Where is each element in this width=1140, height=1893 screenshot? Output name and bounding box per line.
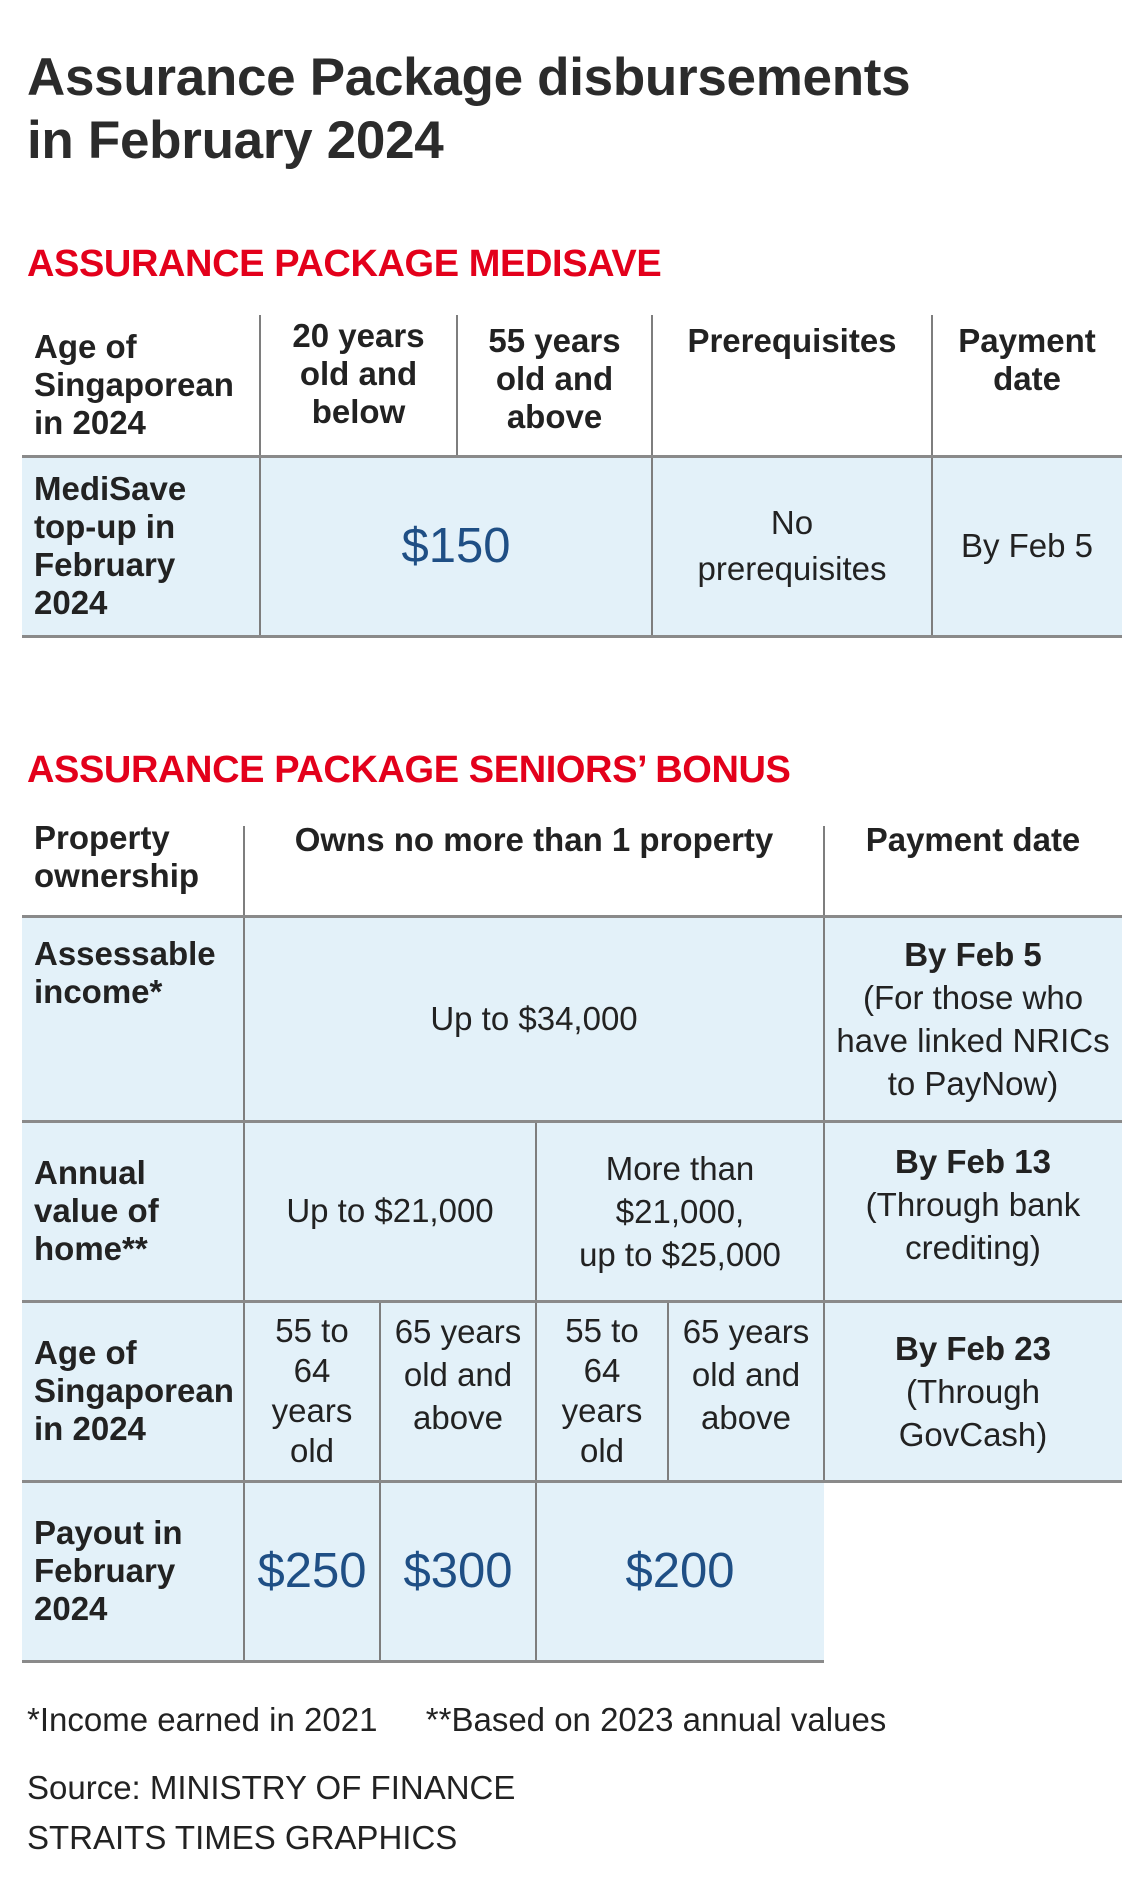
seniors-payout-250: $250 bbox=[257, 1544, 367, 1598]
seniors-divider bbox=[535, 1122, 537, 1662]
seniors-payment-feb13: By Feb 13 (Through bank crediting) bbox=[824, 1122, 1122, 1300]
seniors-age-55-64-a: 55 to 64 years old bbox=[244, 1302, 380, 1480]
medisave-rule bbox=[22, 635, 1122, 638]
medisave-divider bbox=[456, 315, 458, 457]
seniors-payment-feb23: By Feb 23 (Through GovCash) bbox=[824, 1302, 1122, 1480]
medisave-payment-cell: By Feb 5 bbox=[932, 457, 1122, 635]
seniors-payout-300-cell bbox=[380, 1482, 536, 1660]
seniors-heading: ASSURANCE PACKAGE SENIORS’ BONUS bbox=[27, 749, 791, 791]
seniors-annual-value-label: Annual value of home** bbox=[22, 1122, 244, 1300]
seniors-payment-feb5: By Feb 5 (For those who have linked NRICs to PayNow) bbox=[824, 917, 1122, 1120]
seniors-age-65-above-b: 65 years old and above bbox=[668, 1302, 824, 1480]
footnotes bbox=[27, 1700, 886, 1740]
seniors-income-value: Up to $34,000 bbox=[244, 917, 824, 1120]
medisave-heading: ASSURANCE PACKAGE MEDISAVE bbox=[27, 243, 662, 285]
medisave-amount-cell bbox=[260, 457, 652, 635]
medisave-header-age: Age of Singaporean in 2024 bbox=[34, 327, 234, 441]
seniors-payout-300: $300 bbox=[403, 1544, 513, 1598]
seniors-age-label: Age of Singaporean in 2024 bbox=[22, 1302, 244, 1480]
footnote-annual-value: **Based on 2023 annual values bbox=[425, 1701, 887, 1738]
seniors-annual-value-high: More than $21,000, up to $25,000 bbox=[536, 1122, 824, 1300]
medisave-divider bbox=[651, 315, 653, 637]
seniors-divider bbox=[243, 826, 245, 1662]
medisave-prerequisites-cell: No prerequisites bbox=[652, 457, 932, 635]
page-title bbox=[27, 46, 910, 172]
seniors-rule bbox=[22, 1480, 1122, 1483]
seniors-header-payment-date: Payment date bbox=[865, 821, 1081, 858]
medisave-header-20-below: 20 years old and below bbox=[292, 317, 425, 430]
seniors-rule bbox=[22, 1660, 824, 1663]
seniors-header-property: Property ownership bbox=[34, 819, 200, 894]
medisave-divider bbox=[259, 315, 261, 637]
medisave-rule bbox=[22, 455, 1122, 458]
medisave-header-payment-date: Payment date bbox=[958, 322, 1096, 397]
source-line: Source: MINISTRY OF FINANCE bbox=[27, 1769, 516, 1806]
medisave-header-55-above: 55 years old and above bbox=[488, 322, 621, 435]
seniors-payout-200-cell bbox=[536, 1482, 824, 1660]
medisave-row-label: MediSave top-up in February 2024 bbox=[22, 457, 260, 635]
footnote-income: *Income earned in 2021 bbox=[27, 1701, 378, 1738]
seniors-age-55-64-b: 55 to 64 years old bbox=[536, 1302, 668, 1480]
medisave-header-prerequisites: Prerequisites bbox=[687, 322, 897, 359]
title-line-1: Assurance Package disbursements bbox=[27, 48, 911, 107]
seniors-rule bbox=[22, 915, 1122, 918]
medisave-amount: $150 bbox=[401, 519, 511, 573]
credit-line: STRAITS TIMES GRAPHICS bbox=[27, 1819, 458, 1856]
medisave-divider bbox=[931, 315, 933, 637]
seniors-annual-value-low: Up to $21,000 bbox=[244, 1122, 536, 1300]
seniors-payout-200: $200 bbox=[625, 1544, 735, 1598]
seniors-rule bbox=[22, 1300, 1122, 1303]
seniors-payout-label: Payout in February 2024 bbox=[22, 1482, 244, 1660]
title-line-2: in February 2024 bbox=[27, 111, 444, 170]
seniors-header-owns: Owns no more than 1 property bbox=[294, 821, 774, 858]
seniors-age-65-above-a: 65 years old and above bbox=[380, 1302, 536, 1480]
seniors-income-label: Assessable income* bbox=[22, 917, 244, 1120]
seniors-rule bbox=[22, 1120, 1122, 1123]
seniors-divider bbox=[667, 1302, 669, 1480]
seniors-payout-250-cell bbox=[244, 1482, 380, 1660]
seniors-divider bbox=[823, 826, 825, 1482]
